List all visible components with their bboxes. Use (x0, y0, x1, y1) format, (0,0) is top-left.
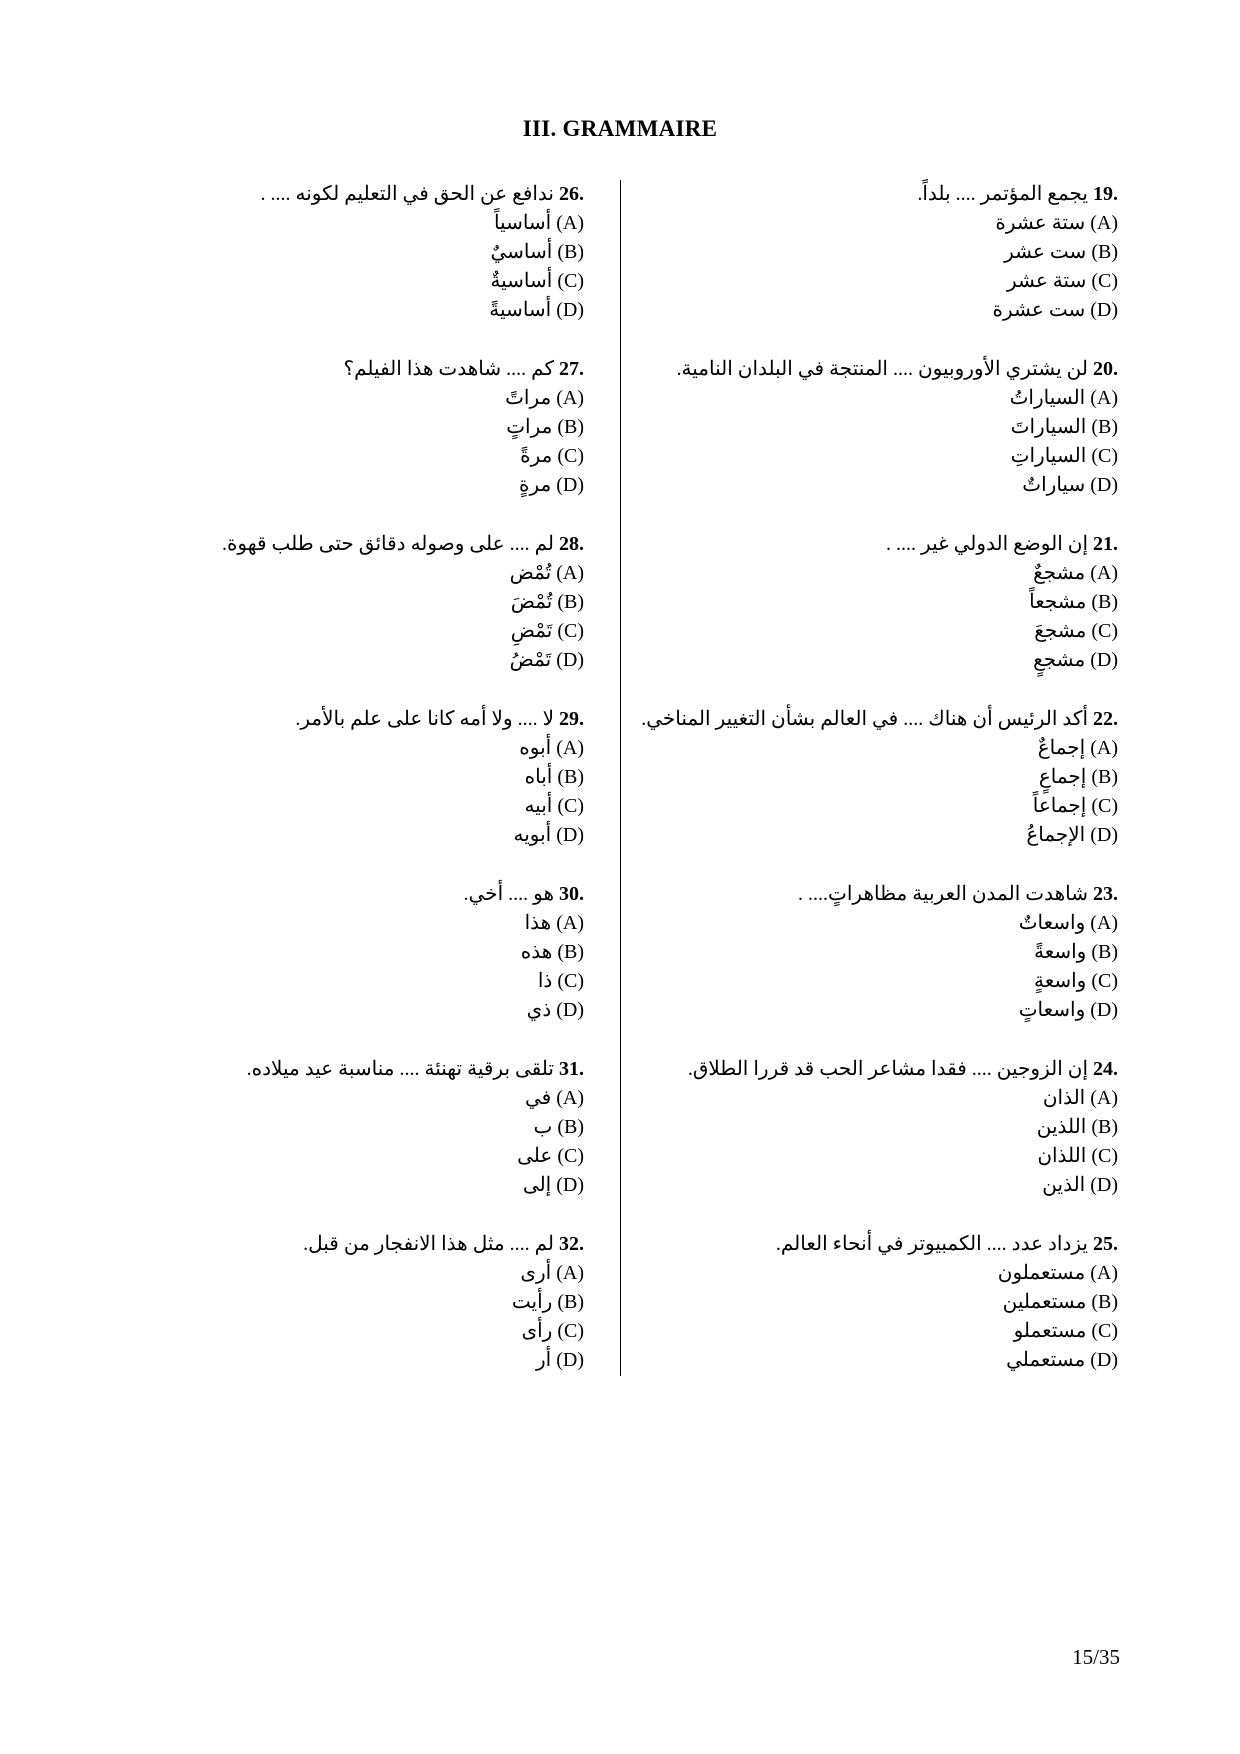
answer-option (144, 1084, 584, 1113)
option-letter: (D) (1090, 1174, 1118, 1196)
answer-option (144, 238, 584, 267)
question-number: 25. (1093, 1233, 1118, 1255)
option-letter: (D) (1090, 474, 1118, 496)
column-divider (620, 180, 621, 1376)
answer-option (144, 821, 584, 850)
option-text: ستة عشرة (995, 212, 1086, 234)
option-letter: (A) (556, 1087, 584, 1109)
question-stem (638, 1055, 1118, 1084)
option-letter: (C) (557, 970, 584, 992)
option-text: الذان (1042, 1087, 1086, 1109)
answer-option (638, 559, 1118, 588)
option-text: تُمْض (509, 562, 552, 584)
question-26 (144, 180, 584, 355)
question-stem (638, 1230, 1118, 1259)
answer-option (144, 792, 584, 821)
question-text: كم .... شاهدت هذا الفيلم؟ (343, 358, 554, 380)
option-letter: (D) (1090, 824, 1118, 846)
option-text: أبويه (513, 824, 552, 846)
answer-option (638, 1317, 1118, 1346)
option-text: مستعملي (1006, 1349, 1086, 1371)
option-text: أساسيٌ (490, 241, 553, 263)
option-text: تَمْضِ (510, 620, 553, 642)
answer-option (144, 967, 584, 996)
option-text: ستة عشر (1007, 270, 1087, 292)
question-29 (144, 705, 584, 880)
option-text: أساسيةٌ (490, 270, 553, 292)
option-text: أساسياً (493, 212, 552, 234)
answer-option (638, 296, 1118, 325)
option-text: ست عشر (1004, 241, 1087, 263)
option-letter: (C) (557, 620, 584, 642)
option-letter: (A) (556, 562, 584, 584)
question-text: ندافع عن الحق في التعليم لكونه .... . (260, 183, 554, 205)
question-22 (638, 705, 1118, 880)
option-text: واسعاتٌ (1018, 912, 1086, 934)
option-letter: (B) (557, 766, 584, 788)
question-stem (638, 880, 1118, 909)
question-text: لم .... على وصوله دقائق حتى طلب قهوة. (221, 533, 554, 555)
question-stem (144, 880, 584, 909)
option-letter: (A) (1090, 562, 1118, 584)
question-21 (638, 530, 1118, 705)
option-text: السياراتِ (1010, 445, 1087, 467)
option-text: مستعملو (1013, 1320, 1087, 1342)
right-question-column (638, 180, 1118, 1405)
answer-option (144, 1288, 584, 1317)
question-number: 22. (1093, 708, 1118, 730)
option-letter: (B) (1091, 1116, 1118, 1138)
option-text: إجماعٌ (1037, 737, 1086, 759)
answer-option (144, 1317, 584, 1346)
option-text: رأى (521, 1320, 553, 1342)
answer-option (638, 1346, 1118, 1375)
option-text: مستعملون (997, 1262, 1086, 1284)
answer-option (144, 413, 584, 442)
option-letter: (B) (1091, 766, 1118, 788)
answer-option (144, 938, 584, 967)
answer-option (638, 763, 1118, 792)
option-text: أباه (524, 766, 553, 788)
option-letter: (D) (556, 649, 584, 671)
option-text: مستعملين (1002, 1291, 1087, 1313)
option-text: مراتً (505, 387, 552, 409)
question-stem (144, 1055, 584, 1084)
option-letter: (A) (556, 387, 584, 409)
option-letter: (B) (1091, 591, 1118, 613)
option-letter: (D) (1090, 649, 1118, 671)
answer-option (144, 617, 584, 646)
answer-option (638, 909, 1118, 938)
question-stem (638, 355, 1118, 384)
question-number: 32. (559, 1233, 584, 1255)
question-text: يزداد عدد .... الكمبيوتر في أنحاء العالم. (775, 1233, 1088, 1255)
option-letter: (C) (1091, 620, 1118, 642)
answer-option (638, 267, 1118, 296)
question-27 (144, 355, 584, 530)
question-number: 21. (1093, 533, 1118, 555)
answer-option (638, 238, 1118, 267)
question-text: لن يشتري الأوروبيون .... المنتجة في البلدان النامية. (676, 358, 1088, 380)
answer-option (638, 996, 1118, 1025)
option-letter: (B) (557, 1291, 584, 1313)
page-number: 15/35 (1072, 1645, 1120, 1669)
option-text: إجماعٍ (1038, 766, 1087, 788)
answer-option (638, 471, 1118, 500)
question-text: لم .... مثل هذا الانفجار من قبل. (303, 1233, 554, 1255)
option-letter: (A) (1090, 1262, 1118, 1284)
answer-option (144, 1259, 584, 1288)
option-text: السياراتُ (1009, 387, 1086, 409)
option-letter: (C) (1091, 1320, 1118, 1342)
option-text: إجماعاً (1032, 795, 1087, 817)
answer-option (638, 938, 1118, 967)
option-letter: (B) (1091, 416, 1118, 438)
answer-option (638, 209, 1118, 238)
question-text: لا .... ولا أمه كانا على علم بالأمر. (295, 708, 554, 730)
option-letter: (D) (556, 999, 584, 1021)
answer-option (638, 617, 1118, 646)
answer-option (144, 442, 584, 471)
option-text: مرةً (520, 445, 553, 467)
answer-option (144, 734, 584, 763)
question-19 (638, 180, 1118, 355)
option-text: أر (536, 1349, 552, 1371)
option-text: هذا (524, 912, 552, 934)
question-23 (638, 880, 1118, 1055)
option-letter: (D) (556, 1174, 584, 1196)
answer-option (638, 821, 1118, 850)
option-text: هذه (520, 941, 553, 963)
question-number: 20. (1093, 358, 1118, 380)
option-letter: (B) (1091, 241, 1118, 263)
answer-option (638, 588, 1118, 617)
option-letter: (C) (1091, 270, 1118, 292)
page-title: III. GRAMMAIRE (522, 116, 718, 141)
answer-option (638, 413, 1118, 442)
option-text: رأيت (511, 1291, 553, 1313)
option-letter: (A) (556, 1262, 584, 1284)
option-letter: (C) (557, 795, 584, 817)
option-text: ست عشرة (992, 299, 1086, 321)
option-text: أبيه (524, 795, 553, 817)
question-text: تلقى برقية تهنئة .... مناسبة عيد ميلاده. (246, 1058, 554, 1080)
answer-option (144, 646, 584, 675)
question-number: 27. (559, 358, 584, 380)
option-letter: (D) (1090, 1349, 1118, 1371)
option-letter: (C) (557, 270, 584, 292)
option-text: أساسيةً (489, 299, 552, 321)
option-letter: (B) (557, 241, 584, 263)
answer-option (144, 209, 584, 238)
option-letter: (B) (1091, 1291, 1118, 1313)
question-31 (144, 1055, 584, 1230)
option-text: واسعةٍ (1033, 970, 1087, 992)
option-text: واسعاتٍ (1018, 999, 1086, 1021)
question-text: أكد الرئيس أن هناك .... في العالم بشأن التغيير المناخي. (641, 708, 1088, 730)
question-text: يجمع المؤتمر .... بلداً. (917, 183, 1088, 205)
question-stem (638, 530, 1118, 559)
question-number: 30. (559, 883, 584, 905)
answer-option (638, 384, 1118, 413)
option-text: أبوه (519, 737, 552, 759)
answer-option (144, 588, 584, 617)
option-text: ب (533, 1116, 553, 1138)
question-stem (638, 705, 1118, 734)
option-text: مشجعاً (1029, 591, 1087, 613)
answer-option (144, 763, 584, 792)
option-text: واسعةً (1033, 941, 1087, 963)
option-letter: (C) (557, 445, 584, 467)
question-number: 24. (1093, 1058, 1118, 1080)
option-letter: (D) (556, 299, 584, 321)
question-stem (638, 180, 1118, 209)
option-text: السياراتَ (1010, 416, 1087, 438)
option-letter: (B) (557, 1116, 584, 1138)
answer-option (144, 471, 584, 500)
option-letter: (C) (1091, 445, 1118, 467)
question-number: 29. (559, 708, 584, 730)
option-letter: (D) (556, 1349, 584, 1371)
answer-option (638, 442, 1118, 471)
question-25 (638, 1230, 1118, 1405)
option-letter: (B) (1091, 941, 1118, 963)
option-text: في (525, 1087, 552, 1109)
question-number: 31. (559, 1058, 584, 1080)
answer-option (638, 1171, 1118, 1200)
option-text: مراتٍ (506, 416, 553, 438)
answer-option (638, 792, 1118, 821)
question-20 (638, 355, 1118, 530)
question-number: 28. (559, 533, 584, 555)
option-text: مشجعٍ (1033, 649, 1086, 671)
answer-option (638, 967, 1118, 996)
option-text: اللذين (1036, 1116, 1087, 1138)
option-text: سياراتٌ (1022, 474, 1086, 496)
option-letter: (A) (1090, 387, 1118, 409)
option-letter: (D) (556, 474, 584, 496)
question-stem (144, 705, 584, 734)
option-letter: (D) (556, 824, 584, 846)
option-text: ذا (537, 970, 553, 992)
answer-option (144, 1113, 584, 1142)
answer-option (144, 296, 584, 325)
option-letter: (A) (556, 912, 584, 934)
question-28 (144, 530, 584, 705)
question-text: شاهدت المدن العربية مظاهراتٍ.... . (798, 883, 1088, 905)
option-letter: (B) (557, 591, 584, 613)
question-number: 19. (1093, 183, 1118, 205)
question-stem (144, 355, 584, 384)
question-24 (638, 1055, 1118, 1230)
option-text: تَمْضُ (509, 649, 552, 671)
option-text: مرةٍ (519, 474, 552, 496)
option-text: مشجعَ (1034, 620, 1087, 642)
question-text: هو .... أخي. (463, 883, 554, 905)
option-letter: (A) (1090, 212, 1118, 234)
question-text: إن الوضع الدولي غير .... . (886, 533, 1088, 555)
question-number: 26. (559, 183, 584, 205)
answer-option (638, 1113, 1118, 1142)
question-stem (144, 180, 584, 209)
answer-option (638, 1259, 1118, 1288)
option-letter: (D) (1090, 299, 1118, 321)
answer-option (144, 384, 584, 413)
answer-option (144, 267, 584, 296)
option-letter: (C) (557, 1145, 584, 1167)
option-letter: (C) (1091, 1145, 1118, 1167)
option-text: اللذان (1037, 1145, 1087, 1167)
option-letter: (A) (556, 737, 584, 759)
option-text: تُمْضَ (510, 591, 553, 613)
option-letter: (C) (1091, 970, 1118, 992)
option-letter: (B) (557, 941, 584, 963)
option-letter: (A) (1090, 1087, 1118, 1109)
answer-option (144, 559, 584, 588)
option-letter: (A) (1090, 912, 1118, 934)
question-stem (144, 1230, 584, 1259)
answer-option (144, 1142, 584, 1171)
option-letter: (D) (1090, 999, 1118, 1021)
answer-option (144, 1346, 584, 1375)
option-text: مشجعٌ (1033, 562, 1086, 584)
option-text: أرى (520, 1262, 552, 1284)
option-text: ذي (526, 999, 552, 1021)
left-question-column (144, 180, 584, 1405)
option-letter: (A) (1090, 737, 1118, 759)
option-text: إلى (522, 1174, 552, 1196)
question-number: 23. (1093, 883, 1118, 905)
question-text: إن الزوجين .... فقدا مشاعر الحب قد قررا الطلاق. (687, 1058, 1088, 1080)
answer-option (144, 1171, 584, 1200)
answer-option (638, 1288, 1118, 1317)
option-text: على (517, 1145, 553, 1167)
question-stem (144, 530, 584, 559)
question-32 (144, 1230, 584, 1405)
option-letter: (B) (557, 416, 584, 438)
answer-option (638, 734, 1118, 763)
option-letter: (C) (557, 1320, 584, 1342)
answer-option (638, 1142, 1118, 1171)
question-30 (144, 880, 584, 1055)
answer-option (638, 1084, 1118, 1113)
option-text: الإجماعُ (1026, 824, 1086, 846)
answer-option (144, 909, 584, 938)
answer-option (638, 646, 1118, 675)
option-letter: (A) (556, 212, 584, 234)
option-text: الذين (1042, 1174, 1086, 1196)
option-letter: (C) (1091, 795, 1118, 817)
answer-option (144, 996, 584, 1025)
